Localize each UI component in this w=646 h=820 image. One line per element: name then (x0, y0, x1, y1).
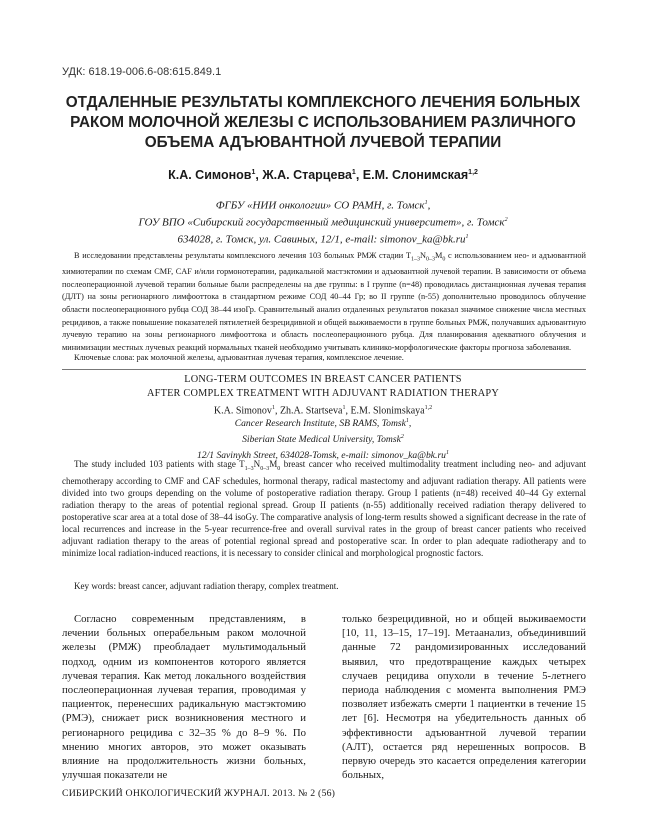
affiliations-en: Cancer Research Institute, SB RAMS, Tomsk$^1$, Siberian State Medical University, Tomsk$^2$ 12/1 Savinykh Street, 634028-Tomsk, e-mail: $simonov\_ka@bk.ru^1$ (197, 418, 449, 461)
section-divider (62, 369, 586, 370)
udc-code: УДК: 618.19-006.6-08:615.849.1 (62, 66, 222, 78)
author-affiliation-mark: 1 (342, 405, 346, 411)
affiliations-ru: ФГБУ «НИИ онкологии» СО РАМН, г. Томск$^1$, ГОУ ВПО «Сибирский государственный медицинский университет», г. Томск$^2$ 634028, г. Томск, ул. Савиных, 12/1, e-mail: $simonov\_ka@bk.ru^1$ (138, 199, 508, 246)
abstract-text: breast cancer who received multimodality treatment including neo- and adjuvant chemotherapy according to CMF and CAF schedules, hormonal therapy, radical mastectomy and adjuvant radiation therapy. All patients were divided into two groups depending on the volume of postoperative radiation therapy. Group I patients (n=48) received 40–44 Gy external radiation therapy to the areas of potential regional spread. Group II patients (n-55) additionally received radiation therapy delivered to postoperative scar area at a total dose of 38–44 isoGy. The comparative analysis of long-term results showed a significant decrease in the rate of local recurrences and increase in the 5-year recurrence-free and overall survival rates in the group of breast cancer patients who received adjuvant radiation therapy to the areas of potential regional spread and postoperative scar. In order to plan adequate radiotherapy and to minimize local radiation-induced reactions, it is necessary to consider clinical and morphological prognostic factors. (62, 459, 586, 559)
affiliation-mark: 1 (465, 234, 469, 241)
body-column-left: Согласно современным представлениям, в лечении больных операбельным раком молочной железы (РМЖ) преобладает мультимодальный подход, одним из компонентов которого является лучевая терапия. Как метод локального воздействия послеоперационная лучевая терапия, проводимая у пациенток, перенесших радикальную мастэктомию (РМЭ), снижает риск возникновения местного и регионарного рецидива с 32–35 % до 8–9 %. По мнению многих авторов, это может оказывать влияние на продолжительность жизни больных, улучшая показатели не (62, 613, 306, 782)
author-affiliation-mark: 1,2 (424, 405, 433, 411)
abstract-text: The study included 103 patients with stage T (74, 459, 245, 469)
affiliation-address: 12/1 Savinykh Street, 634028-Tomsk, e-mail: simonov_ka@bk.ru (197, 449, 446, 461)
affiliation-mark: 1 (424, 200, 428, 206)
abstract-en (62, 458, 586, 560)
stage-letter: N (419, 251, 426, 260)
keywords-ru: Ключевые слова: рак молочной железы, адъювантная лучевая терапия, комплексное лечение. (74, 353, 404, 362)
english-title-line: AFTER COMPLEX TREATMENT WITH ADJUVANT RADIATION THERAPY (147, 388, 499, 399)
author-name: Ж.А. Старцева (262, 168, 352, 182)
stage-subscript: 1–3 (410, 256, 420, 263)
affiliation-mark: 1 (405, 418, 409, 424)
affiliation-mark: 2 (504, 217, 508, 224)
article-title: ОТДАЛЕННЫЕ РЕЗУЛЬТАТЫ КОМПЛЕКСНОГО ЛЕЧЕНИЯ БОЛЬНЫХ РАКОМ МОЛОЧНОЙ ЖЕЛЕЗЫ С ИСПОЛЬЗОВАНИЕМ РАЗЛИЧНОГО ОБЪЕМА АДЪЮВАНТНОЙ ЛУЧЕВОЙ ТЕРАПИИ (65, 94, 581, 151)
author-name: , Zh.A. Startseva (274, 405, 343, 417)
stage-subscript: 0–3 (260, 465, 270, 472)
author-affiliation-mark: 1,2 (468, 168, 478, 176)
author-name: K.A. Simonov (213, 405, 272, 417)
affiliation-mark: 2 (400, 433, 404, 440)
body-column-right: только безрецидивной, но и общей выживаемости [10, 11, 13–15, 17–19]. Метаанализ, объединивший данные 72 рандомизированных исследований выявил, что предотвращение каждых четырех случаев рецидива опухоли в течение 5-летнего периода наблюдения с момента выполнения РМЭ позволяет избежать смерти 1 пациентки в течение 15 лет [6]. Несмотря на убедительность данных об эффективности адъювантной лучевой терапии (АЛТ), остается ряд нерешенных вопросов. В первую очередь это касается определения категории больных, (342, 613, 586, 782)
english-title-line: LONG-TERM OUTCOMES IN BREAST CANCER PATIENTS (184, 374, 462, 385)
abstract-ru (62, 250, 586, 354)
author-affiliation-mark: 1 (271, 405, 275, 411)
author-affiliation-mark: 1 (251, 168, 256, 176)
stage-letter: M (269, 459, 278, 469)
affiliation-line: ФГБУ «НИИ онкологии» СО РАМН, г. Томск (215, 199, 425, 212)
abstract-text: с использованием нео- и адъювантной химиотерапии по схемам CMF, CAF и/или гормонотерапии, радикальной мастэктомии и адъювантной лучевой терапии. В зависимости от объема послеоперационной лучевой терапии больные были распределены на две группы: в I группе (n=48) проводилась дистанционная лучевая терапия (ДЛТ) на зоны регионарного лимфооттока в стандартном режиме СОД 40–44 Гр; во II группе (n-55) дополнительно проводилось облучение области послеоперационного рубца СОД 38–44 изоГр. Сравнительный анализ отдаленных результатов показал значимое снижение числа местных рецидивов, а также повышение показателей пятилетней безрецидивной и общей выживаемости в группе больных РМЖ, получавших адъювантную лучевую терапию на зоны регионарного лимфооттока и область послеоперационного рубца. Для планирования адекватного облучения и минимизации местных лучевых реакций нормальных тканей необходимо учитывать клинико-морфологические факторы прогноза заболевания. (62, 251, 586, 352)
stage-letter: N (253, 459, 261, 469)
stage-subscript: 0–3 (425, 256, 435, 263)
affiliation-line: Siberian State Medical University, Tomsk (242, 433, 401, 445)
affiliation-mark: 1 (445, 449, 449, 456)
authors-ru: К.А. Симонов$^1$, Ж.А. Старцева$^1$, Е.М. Слонимская$^{1,2}$ (168, 168, 478, 182)
author-name: К.А. Симонов (168, 168, 252, 182)
english-title (60, 373, 586, 401)
affiliation-line: ГОУ ВПО «Сибирский государственный медицинский университет», г. Томск (138, 216, 505, 229)
journal-footer: СИБИРСКИЙ ОНКОЛОГИЧЕСКИЙ ЖУРНАЛ. 2013. № 2 (56) (62, 788, 336, 799)
stage-subscript: 0 (442, 256, 446, 263)
affiliation-line: Cancer Research Institute, SB RAMS, Tomsk (234, 418, 406, 430)
stage-subscript: 1–3 (244, 465, 254, 472)
stage-letter: M (434, 251, 443, 260)
author-affiliation-mark: 1 (351, 168, 356, 176)
keywords-en: Key words: breast cancer, adjuvant radiation therapy, complex treatment. (74, 581, 339, 591)
abstract-text: В исследовании представлены результаты комплексного лечения 103 больных РМЖ стадии T (74, 251, 411, 260)
author-name: , E.M. Slonimskaya (345, 405, 425, 417)
stage-subscript: 0 (277, 465, 281, 472)
author-name: Е.М. Слонимская (362, 168, 469, 182)
affiliation-address: 634028, г. Томск, ул. Савиных, 12/1, e-mail: simonov_ka@bk.ru (177, 233, 466, 246)
